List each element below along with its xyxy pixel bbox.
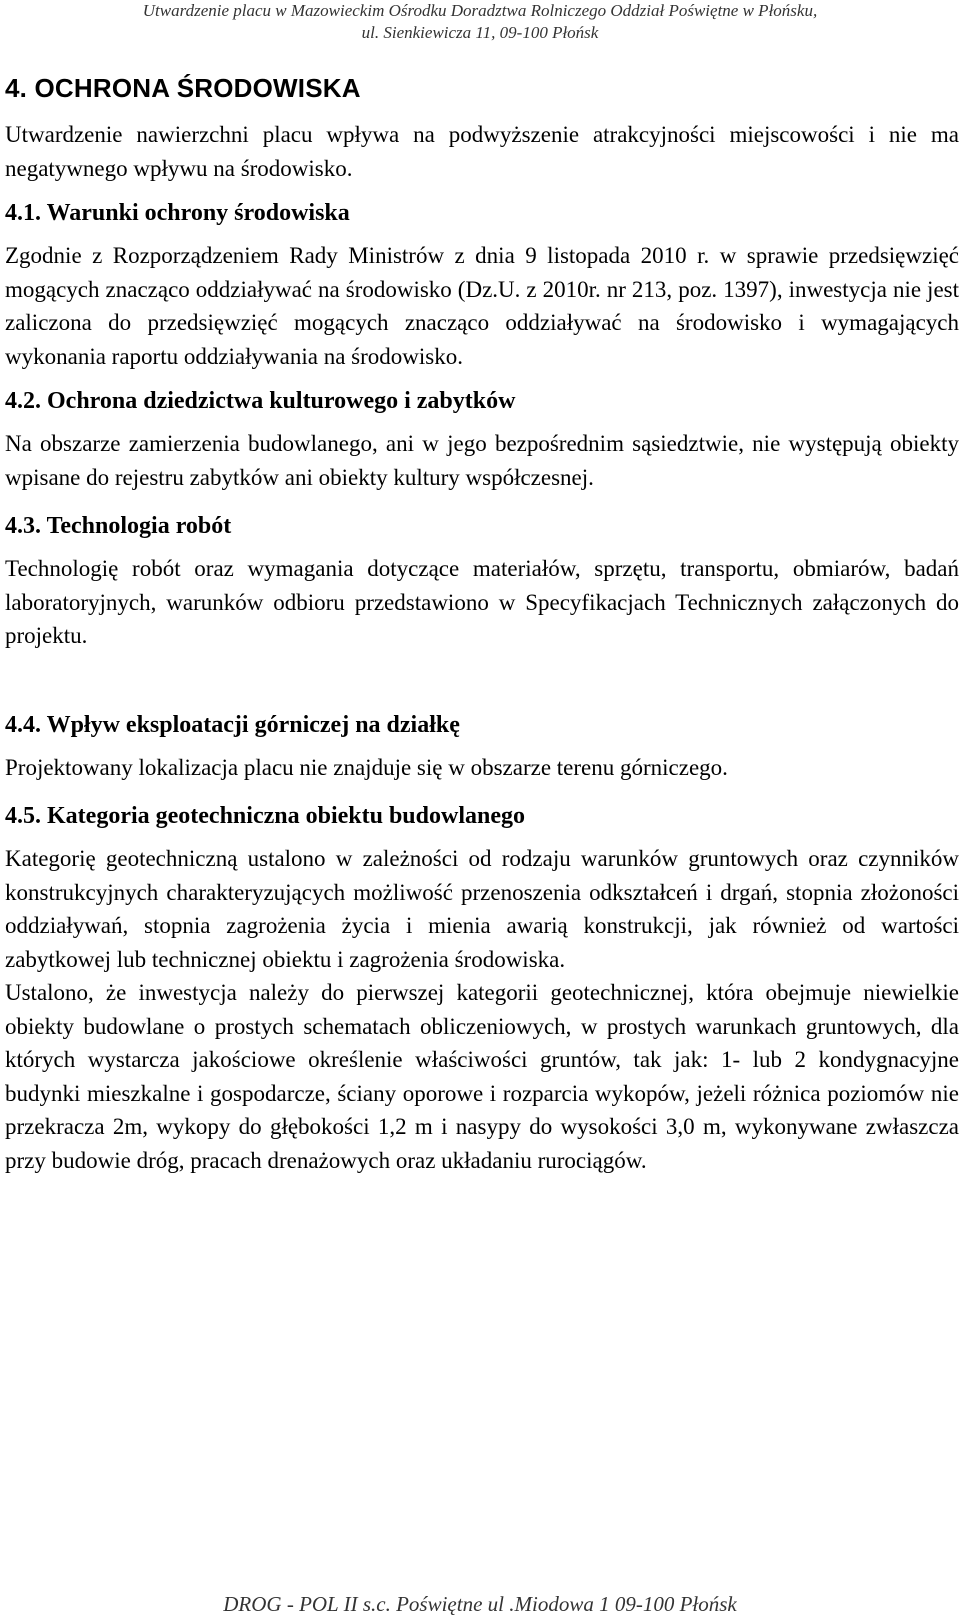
- section-4-5-text-2: Ustalono, że inwestycja należy do pierwszej kategorii geotechnicznej, która obejmuje niewielkie obiekty budowlane o prostych schematach obliczeniowych, w prostych warunkach gruntowych, dla których wystarcza jakościowe określenie właściwości gruntów, tak jak: 1- lub 2 kondygnacyjne budynki mieszkalne i gospodarcze, ściany oporowe i rozparcia wykopów, jeżeli różnica poziomów nie przekracza 2m, wykopy do głębokości 1,2 m i nasypy do wysokości 3,0 m, wykonywane zwłaszcza przy budowie dróg, pracach drenażowych oraz układaniu rurociągów.: [5, 980, 959, 1173]
- section-4-5-text-1: Kategorię geotechniczną ustalono w zależności od rodzaju warunków gruntowych oraz czynników konstrukcyjnych charakteryzujących możliwość przenoszenia odkształceń i drgań, stopnia złożoności oddziaływań, stopnia zagrożenia życia i mienia awarią konstrukcji, jak również od wartości zabytkowej lub technicznej obiektu i zagrożenia środowiska.: [5, 846, 959, 972]
- section-4-3-text: Technologię robót oraz wymagania dotyczące materiałów, sprzętu, transportu, obmiarów, badań laboratoryjnych, warunków odbioru przedstawiono w Specyfikacjach Technicznych załączonych do projektu.: [5, 556, 959, 648]
- section-4-3-heading: 4.3. Technologia robót: [5, 513, 232, 539]
- section-4-4-heading: 4.4. Wpływ eksploatacji górniczej na działkę: [5, 711, 460, 738]
- section-4-5-heading: 4.5. Kategoria geotechniczna obiektu budowlanego: [5, 803, 525, 829]
- header-line-1: Utwardzenie placu w Mazowieckim Ośrodku Doradztwa Rolniczego Oddział Poświętne w Płońsku,: [142, 1, 818, 20]
- section-4-1-text: Zgodnie z Rozporządzeniem Rady Ministrów z dnia 9 listopada 2010 r. w sprawie przedsięwzięć mogących znacząco oddziaływać na środowisko (Dz.U. z 2010r. nr 213, poz. 1397), inwestycja nie jest zaliczona do przedsięwzięć mogących znacząco oddziaływać na środowisko i wymagających wykonania raportu oddziaływania na środowisko.: [5, 243, 959, 369]
- section-4-2-heading: 4.2. Ochrona dziedzictwa kulturowego i zabytków: [5, 388, 516, 414]
- section-4-intro: Utwardzenie nawierzchni placu wpływa na podwyższenie atrakcyjności miejscowości i nie ma negatywnego wpływu na środowisko.: [5, 122, 959, 181]
- section-4-4-text: Projektowany lokalizacja placu nie znajduje się w obszarze terenu górniczego.: [5, 754, 728, 780]
- section-4-1-heading: 4.1. Warunki ochrony środowiska: [5, 200, 350, 226]
- document-body: [5, 68, 959, 1177]
- header-line-2: ul. Sienkiewicza 11, 09-100 Płońsk: [361, 23, 599, 42]
- page-footer: DROG - POL II s.c. Poświętne ul .Miodowa 1 09-100 Płońsk: [223, 1592, 737, 1616]
- section-4-2-text: Na obszarze zamierzenia budowlanego, ani w jego bezpośrednim sąsiedztwie, nie występują obiekty wpisane do rejestru zabytków ani obiekty kultury współczesnej.: [5, 431, 959, 490]
- page-header: [0, 0, 960, 44]
- section-4-heading: 4. OCHRONA ŚRODOWISKA: [5, 73, 361, 103]
